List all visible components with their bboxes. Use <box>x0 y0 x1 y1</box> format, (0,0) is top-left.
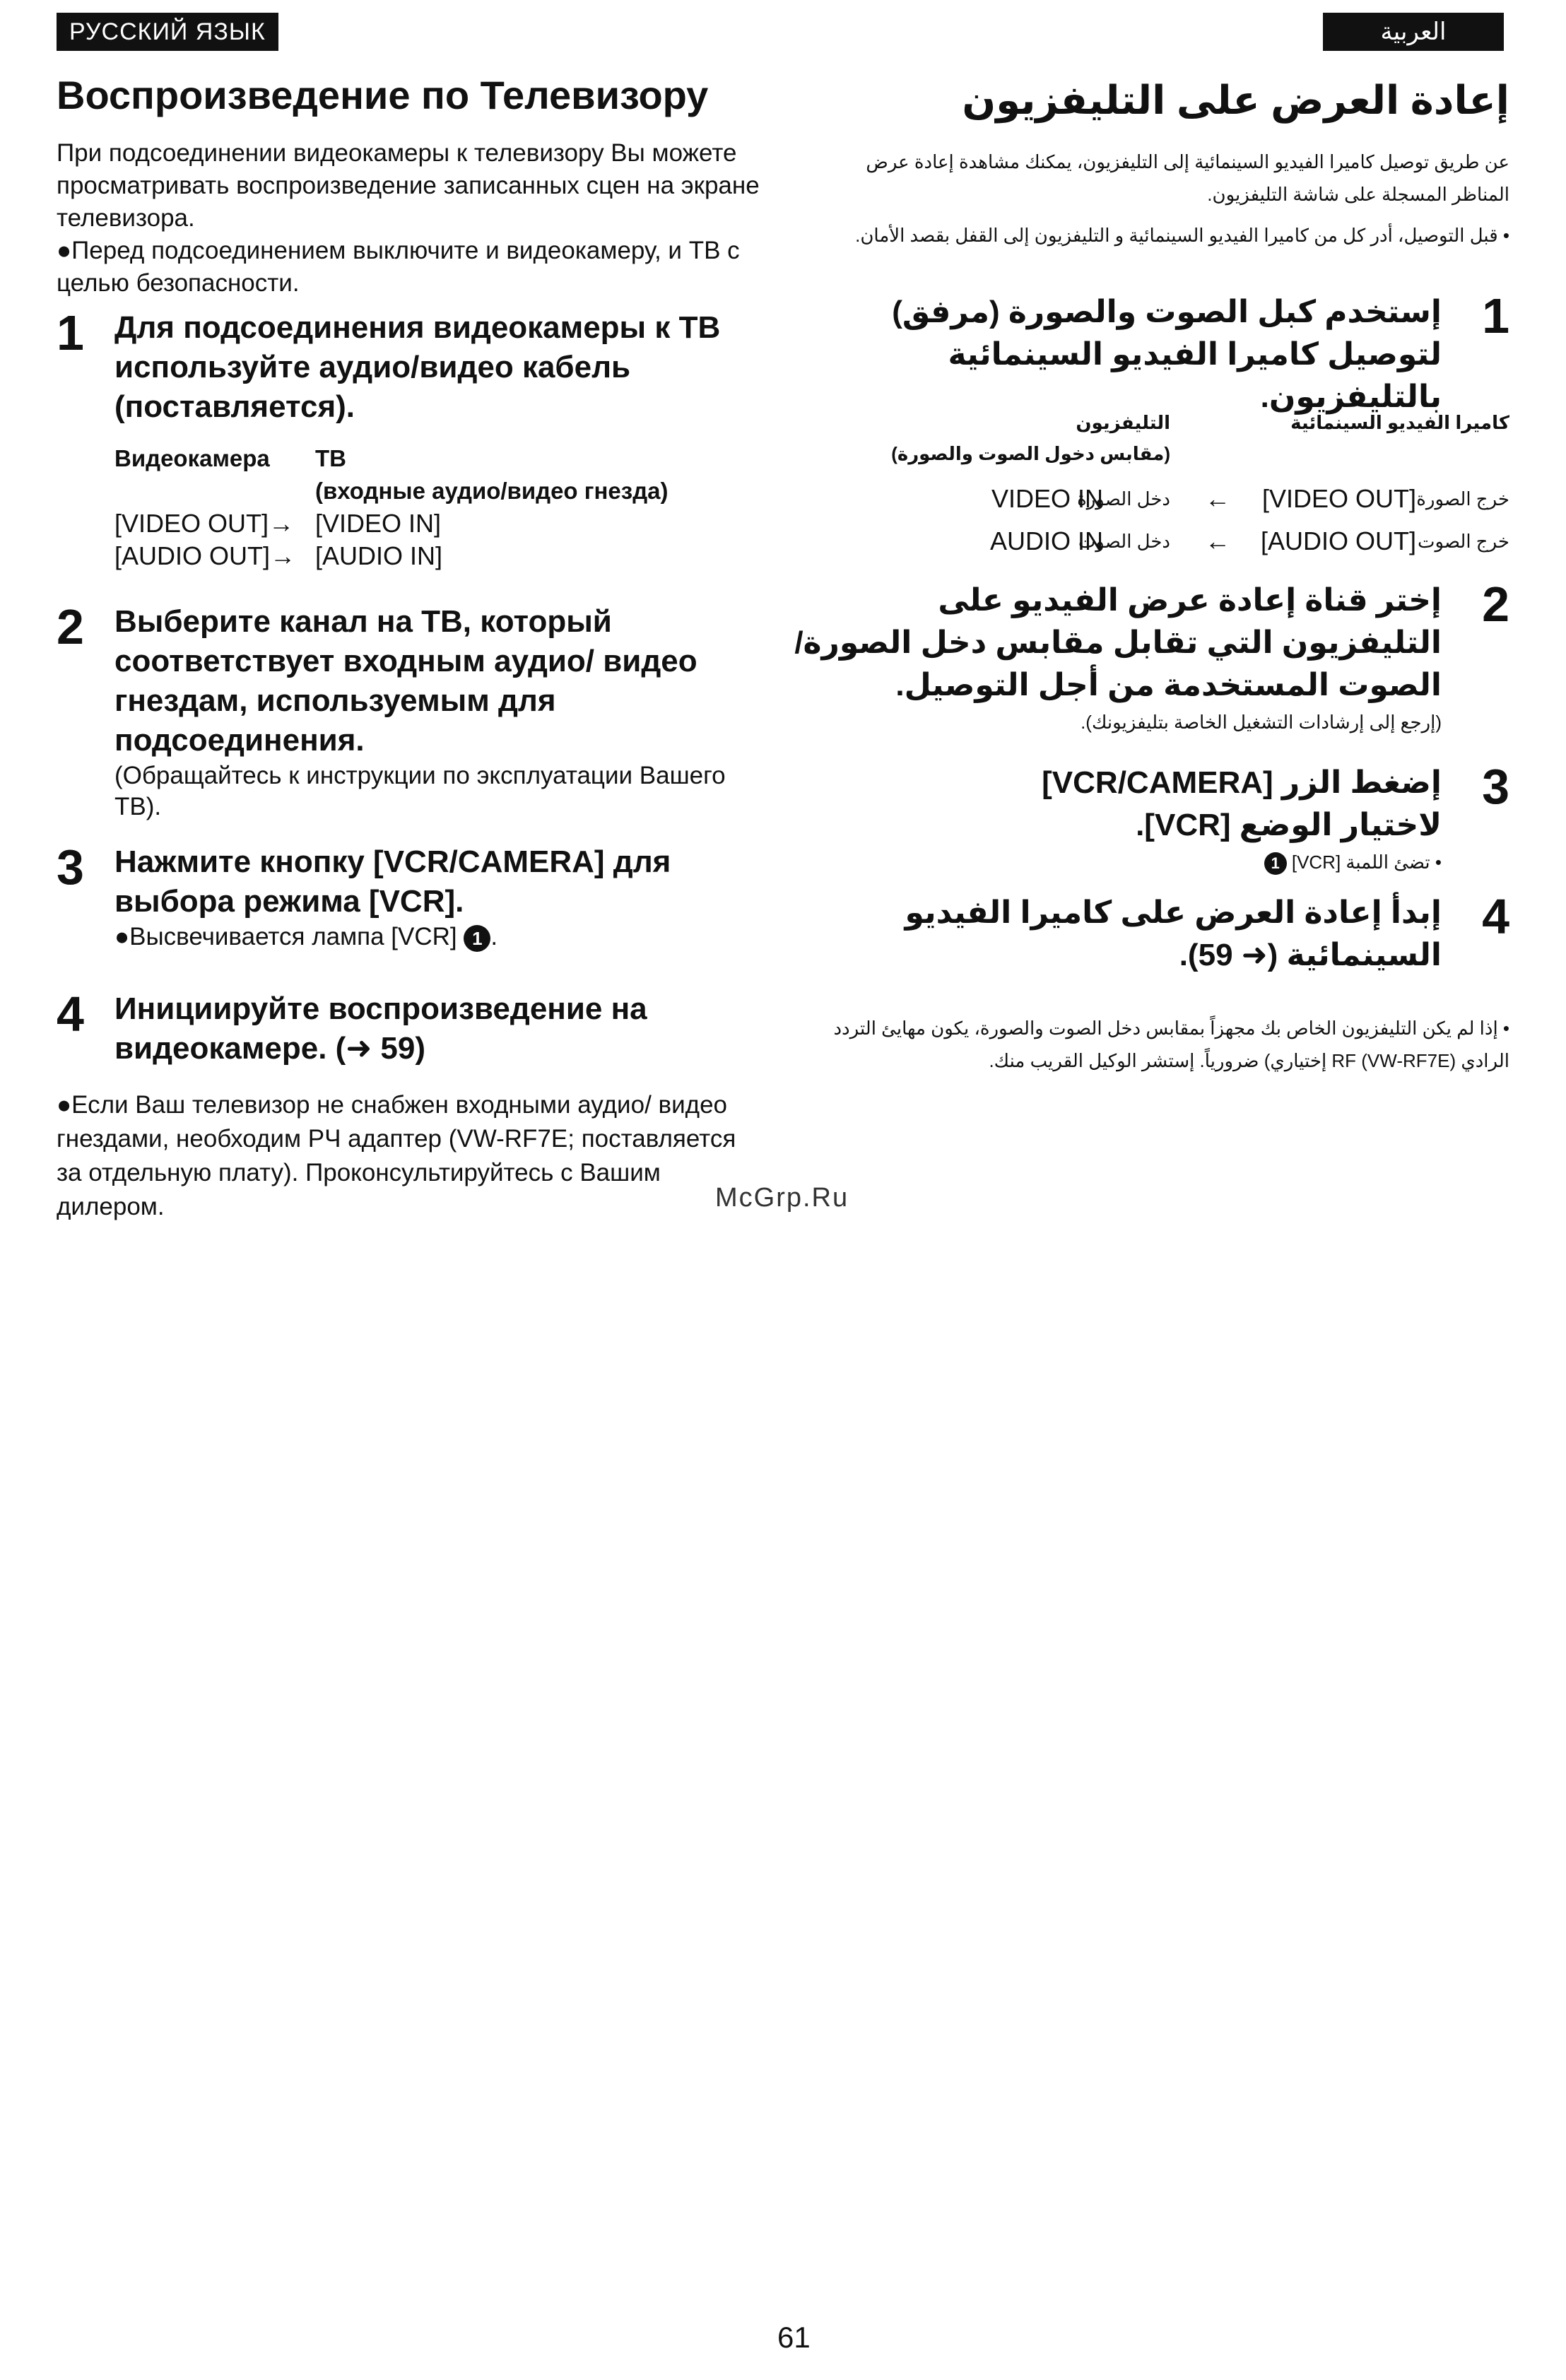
safety-note-russian: ●Перед подсоединением выключите и видеокамеру, и ТВ с целью безопасности. <box>57 237 740 297</box>
video-in-label-ar: دخل الصورة <box>1077 488 1170 509</box>
page-title-arabic: إعادة العرض على التليفزيون <box>962 78 1509 122</box>
vcr-lamp-marker-icon: 1 <box>464 925 490 952</box>
video-out-label: [VIDEO OUT]→ <box>114 509 295 538</box>
step-number: 3 <box>57 840 84 895</box>
step-number: 1 <box>57 305 84 360</box>
step-1-arabic <box>789 288 1509 418</box>
step-4-arabic <box>789 889 1509 977</box>
arrow-icon: ← <box>1205 484 1230 513</box>
step-title: Инициируйте воспроизведение на видеокамере. (➜ 59) <box>114 991 647 1066</box>
step-number: 1 <box>1482 288 1509 343</box>
footnote-russian: ●Если Ваш телевизор не снабжен входными аудио/ видео гнездами, необходим РЧ адаптер (VW-RF7E; поставляется за отдельную плату). Проконсультируйтесь с Вашим дилером. <box>57 1091 736 1220</box>
audio-in-label-ar: دخل الصوت <box>1078 531 1170 552</box>
language-label-russian: РУССКИЙ ЯЗЫК <box>57 13 278 51</box>
vcr-lamp-marker-icon: 1 <box>1264 852 1287 875</box>
step-2-arabic <box>789 579 1509 738</box>
column-camera: Видеокамера <box>114 445 270 471</box>
audio-out-label-ar: خرج الصوت <box>1417 531 1509 552</box>
step-3-arabic <box>789 759 1509 878</box>
watermark: McGrp.Ru <box>715 1183 849 1213</box>
page-title-russian: Воспроизведение по Телевизору <box>57 73 709 117</box>
connection-table-arabic <box>831 407 1509 562</box>
page-number: 61 <box>777 2321 811 2354</box>
step-note: (Обращайтесь к инструкции по эксплуатации Вашего ТВ). <box>114 762 726 820</box>
step-title: Нажмите кнопку [VCR/CAMERA] для выбора режима [VCR]. <box>114 844 671 919</box>
step-3-russian <box>57 842 763 953</box>
step-4-russian <box>57 986 763 1068</box>
step-note: ●Высвечивается лампа [VCR] <box>114 923 457 950</box>
step-number: 4 <box>57 986 84 1042</box>
connection-table-russian <box>114 442 765 572</box>
column-tv: التليفزيون <box>1076 412 1170 433</box>
column-tv: ТВ <box>315 445 346 471</box>
step-2-russian <box>57 599 763 823</box>
audio-out: [AUDIO OUT] <box>1260 526 1416 555</box>
step-note: (إرجع إلى إرشادات التشغيل الخاصة بتليفزيونك). <box>1081 712 1442 733</box>
step-title: Для подсоединения видеокамеры к ТВ используйте аудио/видео кабель (поставляется). <box>114 310 721 424</box>
note-period: . <box>490 923 498 950</box>
video-out-label-ar: خرج الصورة <box>1416 488 1509 509</box>
step-note: • تضئ اللمبة [VCR] <box>1291 852 1442 873</box>
audio-in-label: [AUDIO IN] <box>315 541 443 570</box>
step-title: إضغط الزر [VCR/CAMERA] لاختيار الوضع [VCR]. <box>1042 765 1442 842</box>
video-in-label: [VIDEO IN] <box>315 509 442 538</box>
step-title: إختر قناة إعادة عرض الفيديو على التليفزيون التي تقابل مقابس دخل الصورة/الصوت المستخدمة من أجل التوصيل. <box>794 583 1442 702</box>
intro-text-arabic: عن طريق توصيل كاميرا الفيديو السينمائية إلى التليفزيون، يمكنك مشاهدة إعادة عرض المناظر المسجلة على شاشة التليفزيون. <box>866 151 1509 205</box>
audio-out-label: [AUDIO OUT]→ <box>114 541 296 570</box>
step-number: 3 <box>1482 759 1509 814</box>
column-tv-sub: (مقابس دخول الصوت والصورة) <box>891 443 1170 464</box>
intro-text-russian: При подсоединении видеокамеры к телевизору Вы можете просматривать воспроизведение записанных сцен на экране телевизора. <box>57 139 760 232</box>
video-in: VIDEO IN <box>991 484 1103 513</box>
step-title: Выберите канал на ТВ, который соответствует входным аудио/ видео гнездам, используемым для подсоединения. <box>114 604 697 758</box>
video-out: [VIDEO OUT] <box>1261 484 1416 513</box>
step-title: إبدأ إعادة العرض على كاميرا الفيديو السينمائية (➜ 59). <box>905 895 1442 972</box>
language-label-arabic: العربية <box>1323 13 1504 51</box>
step-number: 4 <box>1482 889 1509 944</box>
step-1-russian <box>57 305 763 427</box>
footnote-arabic: • إذا لم يكن التليفزيون الخاص بك مجهزاً بمقابس دخل الصوت والصورة، يكون مهايئ التردد الرادي RF (VW-RF7E) إختياري) ضرورياً. إستشر الوكيل القريب منك. <box>833 1018 1509 1071</box>
arrow-icon: ← <box>1205 526 1230 555</box>
step-number: 2 <box>57 599 84 654</box>
safety-note-arabic: • قبل التوصيل، أدر كل من كاميرا الفيديو السينمائية و التليفزيون إلى القفل بقصد الأمان. <box>855 225 1509 246</box>
step-number: 2 <box>1482 577 1509 632</box>
step-title: إستخدم كبل الصوت والصورة (مرفق) لتوصيل كاميرا الفيديو السينمائية بالتليفزيون. <box>892 295 1442 414</box>
column-tv-sub: (входные аудио/видео гнезда) <box>315 478 669 504</box>
audio-in: AUDIO IN <box>989 526 1103 555</box>
column-camera: كاميرا الفيديو السينمائية <box>1290 412 1509 433</box>
